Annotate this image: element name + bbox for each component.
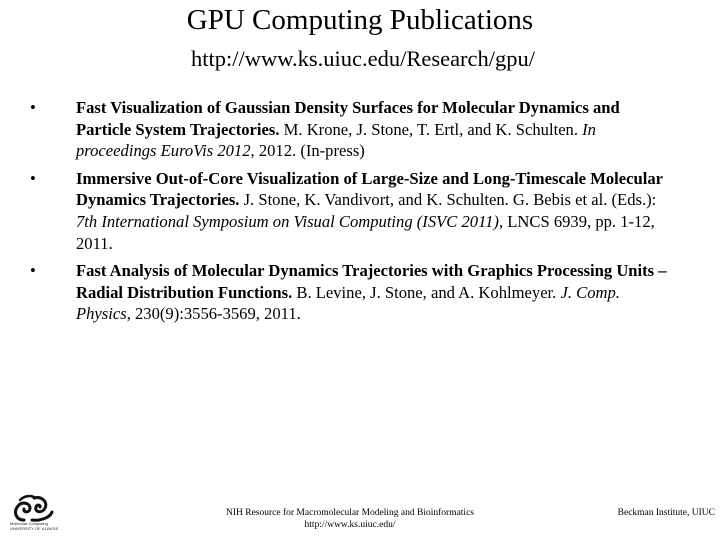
bullet: • — [30, 98, 36, 117]
publication-details: , 2012. (In-press) — [250, 141, 365, 161]
logo-caption — [10, 521, 58, 531]
logo-caption-line: Molecular Computing — [10, 521, 48, 526]
bullet: • — [30, 261, 36, 281]
footer-resource — [200, 507, 500, 531]
publication-item — [30, 260, 670, 325]
publication-authors: J. Stone, K. Vandivort, and K. Schulten. G. Bebis et al. (Eds.): — [239, 190, 657, 210]
footer-resource-url: http://www.ks.uiuc.edu/ — [304, 520, 396, 530]
publication-venue: J. Comp. Physics — [76, 282, 620, 324]
publication-list — [30, 97, 670, 331]
publication-venue: 7th International Symposium on Visual Computing (ISVC 2011) — [76, 211, 499, 231]
theoretical-biophysics-logo-icon — [10, 494, 58, 522]
slide-title: GPU Computing Publications — [186, 4, 534, 36]
publication-authors: B. Levine, J. Stone, and A. Kohlmeyer. — [292, 282, 561, 302]
publication-details: , 230(9):3556-3569, 2011. — [126, 304, 301, 324]
footer-institution: Beckman Institute, UIUC — [617, 508, 715, 518]
publication-venue: In proceedings EuroVis 2012 — [76, 119, 596, 161]
publication-title: Fast Analysis of Molecular Dynamics Trajectories with Graphics Processing Units – Radial Distribution Functions. — [76, 261, 667, 302]
publication-authors: M. Krone, J. Stone, T. Ertl, and K. Schulten. — [279, 119, 583, 139]
publication-details: , LNCS 6939, pp. 1-12, 2011. — [76, 211, 655, 253]
publication-title: Immersive Out-of-Core Visualization of Large-Size and Long-Timescale Molecular Dynamics Trajectories. — [76, 168, 663, 210]
bullet: • — [30, 168, 36, 188]
publication-item — [30, 97, 670, 162]
publication-item — [30, 168, 670, 254]
logo — [10, 494, 58, 536]
slide-subtitle-url: http://www.ks.uiuc.edu/Research/gpu/ — [190, 46, 536, 71]
publication-title: Fast Visualization of Gaussian Density Surfaces for Molecular Dynamics and Particle System Trajectories. — [76, 98, 620, 139]
footer-resource-name: NIH Resource for Macromolecular Modeling and Bioinformatics — [226, 508, 474, 518]
logo-caption-line: UNIVERSITY OF ILLINOIS — [10, 526, 59, 531]
